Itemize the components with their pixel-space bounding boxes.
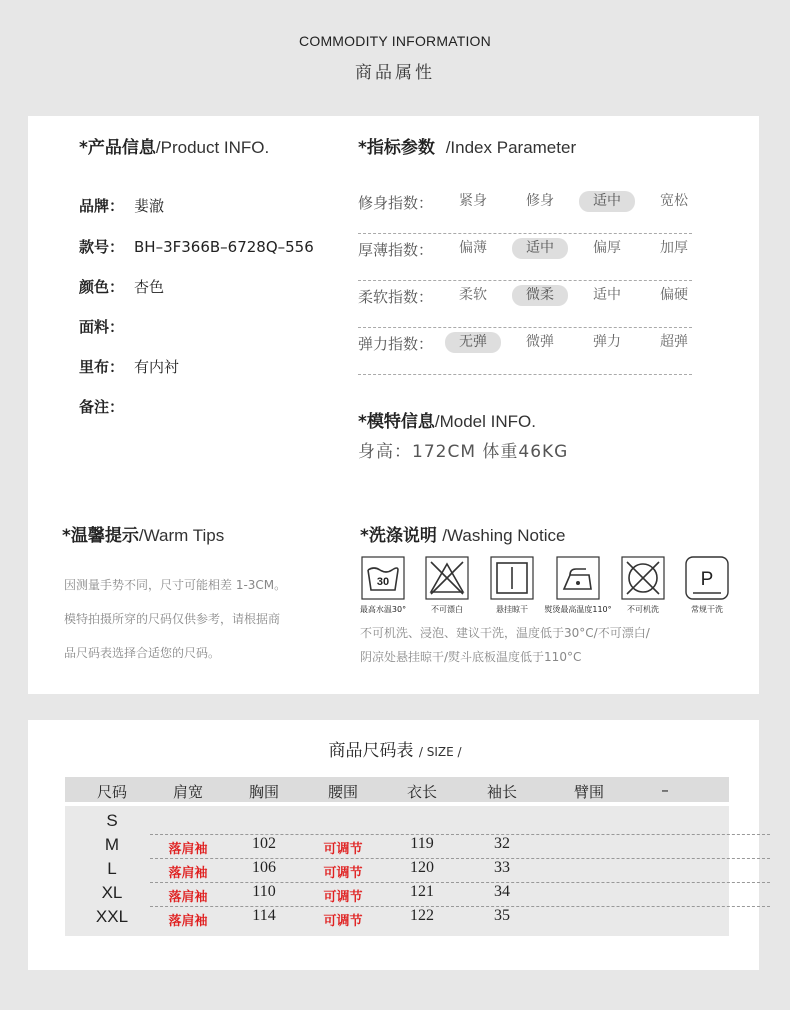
size-table-header xyxy=(65,777,729,802)
index-option: 微弹 xyxy=(526,334,554,350)
dry-clean-icon xyxy=(685,556,729,600)
size-table-cell: 可调节 xyxy=(323,914,363,929)
size-table-size-cell: S xyxy=(106,811,118,830)
hang-dry-icon xyxy=(490,556,534,600)
size-table-cell: 110 xyxy=(252,883,276,900)
size-table-cell: 33 xyxy=(494,859,510,876)
index-option: 弹力 xyxy=(593,334,621,350)
size-table-cell: 122 xyxy=(410,907,434,924)
index-option: 偏薄 xyxy=(459,240,487,256)
washing-note-line: 阴凉处悬挂晾干/熨斗底板温度低于110°C xyxy=(360,650,582,664)
index-option: 加厚 xyxy=(660,240,688,256)
size-table-cell: 119 xyxy=(410,835,434,852)
warm-tip-line: 因测量手势不同，尺寸可能相差 1-3CM。 xyxy=(64,578,287,592)
wash-label: 常规干洗 xyxy=(691,605,723,614)
index-parameter-label: 厚薄指数： xyxy=(358,241,434,259)
wash-30-icon xyxy=(361,556,405,600)
index-option: 柔软 xyxy=(459,287,487,303)
size-table-cell: 35 xyxy=(494,907,510,924)
model-measurements: 身高：172CM 体重46KG xyxy=(358,442,569,462)
wash-label: 悬挂晾干 xyxy=(496,605,528,614)
washing-notice-title-en: /Washing Notice xyxy=(442,526,566,545)
product-info-value: 有内衬 xyxy=(134,358,180,376)
size-table-cell: 102 xyxy=(252,835,276,852)
washing-note-line: 不可机洗、浸泡、建议干洗，温度低于30°C/不可漂白/ xyxy=(360,626,650,640)
index-parameter-label: 弹力指数： xyxy=(358,335,434,353)
index-parameter-label: 修身指数： xyxy=(358,194,434,212)
no-bleach-icon xyxy=(425,556,469,600)
index-option: 适中 xyxy=(593,287,621,303)
model-info-title-en: /Model INFO. xyxy=(434,412,536,431)
size-table-header-cell: 臂围 xyxy=(573,783,604,801)
index-option-selected: 适中 xyxy=(579,191,635,212)
wash-label: 最高水温30° xyxy=(359,605,407,614)
model-info-heading xyxy=(358,407,536,432)
size-table-size-cell: XL xyxy=(101,883,123,902)
index-option: 紧身 xyxy=(459,193,487,209)
product-info-key: 颜色： xyxy=(79,278,125,296)
index-parameter-row xyxy=(358,234,692,281)
warm-tip-line: 品尺码表选择合适您的尺码。 xyxy=(64,646,221,660)
size-table-body xyxy=(65,806,729,936)
product-info-key: 面料： xyxy=(79,318,125,336)
wash-label: 不可漂白 xyxy=(431,605,463,614)
size-table-header-cell: 袖长 xyxy=(486,783,517,801)
index-option-selected: 适中 xyxy=(512,238,568,259)
size-table-cell: 落肩袖 xyxy=(168,890,208,905)
product-info-row xyxy=(79,396,134,417)
index-parameter-title-cn: *指标参数 xyxy=(358,138,435,158)
warm-tips-heading xyxy=(62,521,224,546)
index-option: 偏厚 xyxy=(593,240,621,256)
product-info-row xyxy=(79,356,179,377)
model-info-title-cn: *模特信息 xyxy=(358,412,435,432)
product-info-row xyxy=(79,276,164,297)
product-info-row xyxy=(79,316,134,337)
size-table-title-en: / SIZE / xyxy=(418,745,462,759)
size-table-cell: 106 xyxy=(252,859,276,876)
washing-notice-heading xyxy=(360,521,565,546)
wash-label: 不可机洗 xyxy=(627,605,659,614)
size-table-cell: 34 xyxy=(494,883,510,900)
index-parameter-row xyxy=(358,281,692,328)
size-table-header-cell: 胸围 xyxy=(248,783,279,801)
product-info-key: 品牌： xyxy=(79,197,125,215)
size-table-cell: 114 xyxy=(252,907,276,924)
no-machine-wash-icon xyxy=(621,556,665,600)
index-option-selected: 微柔 xyxy=(512,285,568,306)
product-info-row xyxy=(79,195,164,216)
size-table-size-cell: XXL xyxy=(95,907,129,926)
size-table-size-cell: M xyxy=(104,835,120,854)
page-title-cn: 商品属性 xyxy=(355,63,435,83)
product-info-key: 款号： xyxy=(79,238,125,256)
size-table-size-cell: L xyxy=(107,859,117,878)
product-info-key: 备注： xyxy=(79,398,125,416)
product-info-value: BH–3F366B–6728Q–556 xyxy=(134,238,314,256)
size-table-cell: 可调节 xyxy=(323,890,363,905)
product-info-title-en: /Product INFO. xyxy=(155,138,270,157)
index-parameter-title-en: /Index Parameter xyxy=(445,138,577,157)
product-info-key: 里布： xyxy=(79,358,125,376)
index-parameter-row xyxy=(358,328,692,375)
size-table-cell: 121 xyxy=(410,883,434,900)
warm-tips-title-cn: *温馨提示 xyxy=(62,526,139,546)
product-info-value: 杏色 xyxy=(134,278,165,296)
index-parameter-heading xyxy=(358,133,576,158)
iron-icon xyxy=(556,556,600,600)
index-option: 超弹 xyxy=(660,334,688,350)
index-option: 偏硬 xyxy=(660,287,688,303)
size-table-cell: 落肩袖 xyxy=(168,914,208,929)
product-info-value: 婓澈 xyxy=(134,197,165,215)
size-table-cell: 32 xyxy=(494,835,510,852)
size-table-title-cn: 商品尺码表 xyxy=(328,741,414,761)
size-table-header-cell: 衣长 xyxy=(406,783,437,801)
wash-30-text: 30 xyxy=(376,576,390,588)
index-option-selected: 无弹 xyxy=(445,332,501,353)
size-table-cell: 120 xyxy=(410,859,434,876)
size-table-header-cell: 腰围 xyxy=(327,783,358,801)
size-table-cell: 可调节 xyxy=(323,842,363,857)
wash-label: 熨烫最高温度110° xyxy=(544,605,612,614)
size-table-cell: 落肩袖 xyxy=(168,842,208,857)
product-info-row xyxy=(79,236,314,257)
product-info-title-cn: *产品信息 xyxy=(79,138,156,158)
warm-tip-line: 模特拍摄所穿的尺码仅供参考，请根据商 xyxy=(64,612,281,626)
size-table-title xyxy=(0,736,790,761)
page-title-en: COMMODITY INFORMATION xyxy=(299,33,491,49)
index-parameter-row xyxy=(358,187,692,234)
index-option: 修身 xyxy=(526,193,554,209)
size-table-header-cell: 肩宽 xyxy=(172,783,203,801)
washing-notice-title-cn: *洗涤说明 xyxy=(360,526,437,546)
size-table-header-cell: 尺码 xyxy=(96,783,127,801)
size-table-cell: 落肩袖 xyxy=(168,866,208,881)
index-parameter-label: 柔软指数： xyxy=(358,288,434,306)
product-info-heading xyxy=(79,133,269,158)
dry-clean-text: P xyxy=(700,569,714,590)
size-table-header-cell: – xyxy=(661,781,669,799)
warm-tips-title-en: /Warm Tips xyxy=(138,526,225,545)
index-option: 宽松 xyxy=(660,193,688,209)
size-table-cell: 可调节 xyxy=(323,866,363,881)
